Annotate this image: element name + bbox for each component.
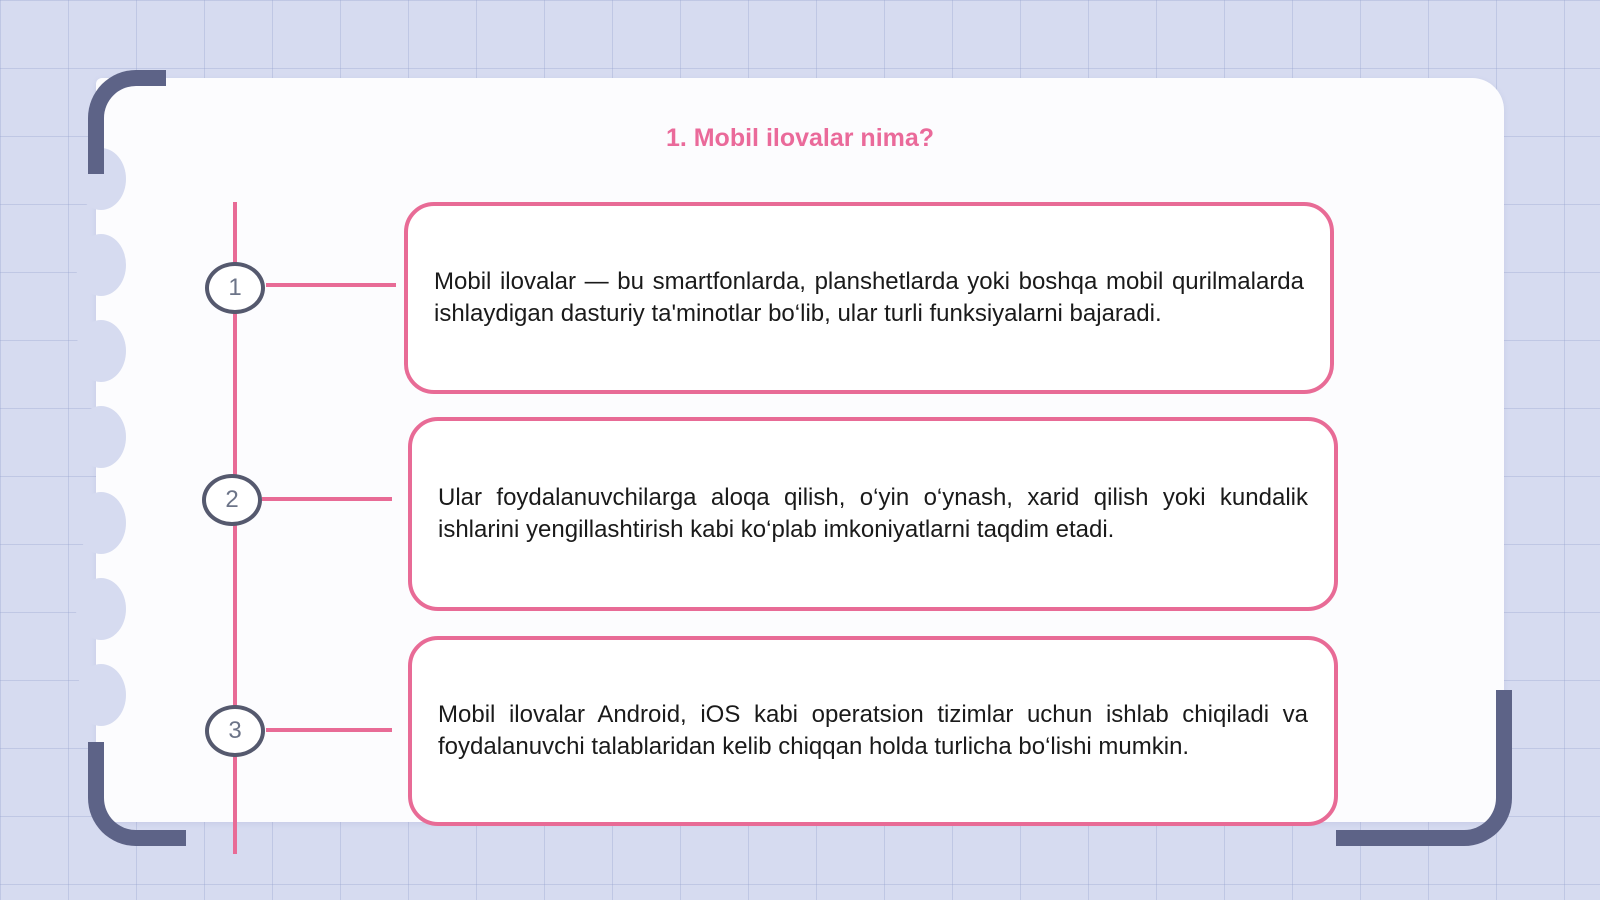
- info-card-text: Mobil ilovalar Android, iOS kabi operatsion tizimlar uchun ishlab chiqiladi va foydalanuvchi talablaridan kelib chiqqan holda turlicha bo‘lishi mumkin.: [438, 701, 1308, 760]
- paper-edge-notch: [76, 664, 126, 726]
- info-card-text: Ular foydalanuvchilarga aloqa qilish, o‘yin o‘ynash, xarid qilish yoki kundalik ishlarini yengillashtirish kabi ko‘plab imkoniyatlarni taqdim etadi.: [438, 484, 1308, 543]
- timeline-connector: [262, 497, 392, 501]
- paper-edge-notch: [76, 578, 126, 640]
- frame-corner-bottom-right: [1336, 690, 1512, 846]
- slide-title: 1. Mobil ilovalar nima?: [665, 124, 935, 152]
- paper-edge-notch: [76, 320, 126, 382]
- info-card-3: [408, 636, 1338, 826]
- paper-edge-notch: [76, 234, 126, 296]
- info-card-text: Mobil ilovalar — bu smartfonlarda, planshetlarda yoki boshqa mobil qurilmalarda ishlaydigan dasturiy ta'minotlar bo‘lib, ular turli funksiyalarni bajaradi.: [434, 268, 1304, 327]
- info-card-1: [404, 202, 1334, 394]
- paper-edge-notch: [76, 406, 126, 468]
- timeline-connector: [266, 728, 392, 732]
- timeline-marker-2: 2: [202, 474, 262, 526]
- frame-corner-bottom-left: [88, 742, 186, 846]
- paper-edge-notch: [76, 492, 126, 554]
- frame-corner-top-left: [88, 70, 166, 174]
- timeline-marker-1: 1: [205, 262, 265, 314]
- info-card-2: [408, 417, 1338, 611]
- timeline-marker-3: 3: [205, 705, 265, 757]
- timeline-connector: [266, 283, 396, 287]
